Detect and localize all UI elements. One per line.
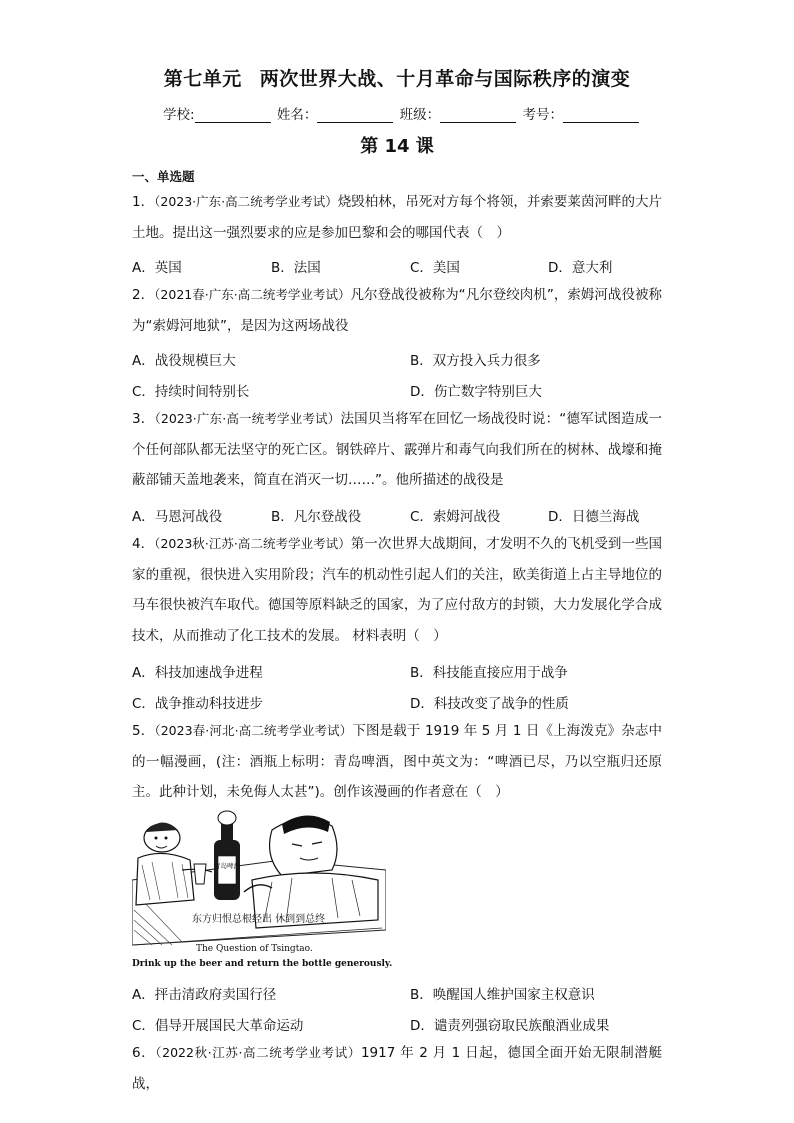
option-a[interactable]: A．马恩河战役 bbox=[132, 509, 223, 525]
exam-number-label: 考号： bbox=[522, 107, 563, 123]
option-c[interactable]: C．索姆河战役 bbox=[410, 509, 501, 525]
question-source: （2023春·河北·高二统考学业考试） bbox=[154, 723, 353, 738]
options-q5 bbox=[132, 983, 662, 1007]
cartoon-caption-title: The Question of Tsingtao. bbox=[196, 944, 313, 954]
option-a[interactable]: A．科技加速战争进程 bbox=[132, 665, 263, 681]
options-q3 bbox=[132, 505, 662, 529]
option-d[interactable]: D．意大利 bbox=[548, 260, 613, 276]
options-q2 bbox=[132, 349, 662, 373]
question-source: （2023·广东·高二统考学业考试） bbox=[154, 194, 338, 209]
option-d[interactable]: D．日德兰海战 bbox=[548, 509, 640, 525]
option-c[interactable]: C．美国 bbox=[410, 260, 460, 276]
option-b[interactable]: B．凡尔登战役 bbox=[271, 509, 362, 525]
question-5: 5．（2023春·河北·高二统考学业考试）下图是载于 1919 年 5 月 1 日《上海泼克》杂志中的一幅漫画，(注：酒瓶上标明：青岛啤酒，图中英文为：“啤酒已尽，乃以空瓶归还原主。此种计划，未免侮人太甚”)。创作该漫画的作者意在（ ） bbox=[132, 723, 662, 800]
option-b[interactable]: B．唤醒国人维护国家主权意识 bbox=[410, 987, 595, 1003]
school-blank[interactable] bbox=[195, 108, 271, 123]
options-q5-row2 bbox=[132, 1014, 662, 1038]
student-info-line bbox=[163, 103, 641, 123]
question-6: 6．（2022秋·江苏·高二统考学业考试）1917 年 2 月 1 日起，德国全面开始无限制潜艇战， bbox=[132, 1045, 662, 1092]
option-b[interactable]: B．双方投入兵力很多 bbox=[410, 353, 541, 369]
unit-subtitle: 两次世界大战、十月革命与国际秩序的演变 bbox=[259, 68, 631, 90]
question-source: （2023秋·江苏·高二统考学业考试） bbox=[154, 536, 351, 551]
options-q1 bbox=[132, 256, 662, 280]
question-1: 1．（2023·广东·高二统考学业考试）烧毁柏林，吊死对方每个将领，并索要莱茵河畔的大片土地。提出这一强烈要求的应是参加巴黎和会的哪国代表（ ） bbox=[132, 194, 662, 241]
question-stem: 法国贝当将军在回忆一场战役时说：“德军试图造成一个任何部队都无法坚守的死亡区。钢铁碎片、霰弹片和毒气向我们所在的树林、战壕和掩蔽部铺天盖地袭来，简直在消灭一切……”。他所描述的战役是 bbox=[132, 411, 662, 488]
options-q2-row2 bbox=[132, 380, 662, 404]
question-2: 2．（2021春·广东·高二统考学业考试）凡尔登战役被称为“凡尔登绞肉机”，索姆河战役被称为“索姆河地狱”，是因为这两场战役 bbox=[132, 287, 662, 334]
question-source: （2021春·广东·高二统考学业考试） bbox=[154, 287, 351, 302]
question-3: 3．（2023·广东·高一统考学业考试）法国贝当将军在回忆一场战役时说：“德军试图造成一个任何部队都无法坚守的死亡区。钢铁碎片、霰弹片和毒气向我们所在的树林、战壕和掩蔽部铺天盖地袭来，简直在消灭一切……”。他所描述的战役是 bbox=[132, 411, 662, 488]
name-blank[interactable] bbox=[317, 108, 393, 123]
section-title: 一、单选题 bbox=[132, 169, 195, 184]
cartoon-caption-subtitle: Drink up the beer and return the bottle generously. bbox=[132, 959, 393, 969]
option-a[interactable]: A．英国 bbox=[132, 260, 182, 276]
school-label: 学校: bbox=[163, 107, 195, 123]
lesson-title: 第 14 课 bbox=[360, 136, 434, 157]
question-source: （2022秋·江苏·高二统考学业考试） bbox=[155, 1045, 361, 1060]
question-source: （2023·广东·高一统考学业考试） bbox=[154, 411, 341, 426]
options-q4 bbox=[132, 661, 662, 685]
question-4: 4．（2023秋·江苏·高二统考学业考试）第一次世界大战期间，才发明不久的飞机受到一些国家的重视，很快进入实用阶段；汽车的机动性引起人们的关注，欧美街道上占主导地位的马车很快被汽车取代。德国等原料缺乏的国家，为了应付敌方的封锁，大力发展化学合成技术，从而推动了化工技术的发展。 材料表明（ ） bbox=[132, 536, 663, 644]
unit-number: 第七单元 bbox=[163, 68, 242, 90]
unit-title bbox=[0, 64, 794, 91]
question-stem: 凡尔登战役被称为“凡尔登绞肉机”，索姆河战役被称为“索姆河地狱”，是因为这两场战役 bbox=[132, 287, 662, 334]
option-b[interactable]: B．科技能直接应用于战争 bbox=[410, 665, 568, 681]
bottle-label: 青岛啤酒 bbox=[214, 862, 240, 870]
option-d[interactable]: D．科技改变了战争的性质 bbox=[410, 696, 569, 712]
exam-number-blank[interactable] bbox=[563, 108, 639, 123]
class-blank[interactable] bbox=[440, 108, 516, 123]
option-c[interactable]: C．战争推动科技进步 bbox=[132, 696, 263, 712]
question-stem: 第一次世界大战期间，才发明不久的飞机受到一些国家的重视，很快进入实用阶段；汽车的机动性引起人们的关注，欧美街道上占主导地位的马车很快被汽车取代。德国等原料缺乏的国家，为了应付敌方的封锁，大力发展化学合成技术，从而推动了化工技术的发展。 材料表明（ ） bbox=[132, 536, 663, 644]
option-c[interactable]: C．持续时间特别长 bbox=[132, 384, 250, 400]
cartoon-chinese-caption: 东方归恨总根经出 休到到总终 bbox=[192, 914, 326, 925]
question-stem: 下图是载于 1919 年 5 月 1 日《上海泼克》杂志中的一幅漫画，(注：酒瓶上标明：青岛啤酒，图中英文为：“啤酒已尽，乃以空瓶归还原主。此种计划，未免侮人太甚”)。创作该漫画的作者意在（ ） bbox=[132, 723, 662, 800]
name-label: 姓名： bbox=[276, 107, 318, 123]
question-stem: 烧毁柏林，吊死对方每个将领，并索要莱茵河畔的大片土地。提出这一强烈要求的应是参加巴黎和会的哪国代表（ ） bbox=[132, 194, 662, 241]
options-q4-row2 bbox=[132, 692, 662, 716]
option-a[interactable]: A．战役规模巨大 bbox=[132, 353, 236, 369]
option-d[interactable]: D．伤亡数字特别巨大 bbox=[410, 384, 542, 400]
option-a[interactable]: A．抨击清政府卖国行径 bbox=[132, 987, 277, 1003]
option-c[interactable]: C．倡导开展国民大革命运动 bbox=[132, 1018, 304, 1034]
class-label: 班级： bbox=[399, 107, 441, 123]
option-b[interactable]: B．法国 bbox=[271, 260, 321, 276]
option-d[interactable]: D．谴责列强窃取民族酿酒业成果 bbox=[410, 1018, 610, 1034]
question-stem: 1917 年 2 月 1 日起，德国全面开始无限制潜艇战， bbox=[132, 1045, 662, 1092]
